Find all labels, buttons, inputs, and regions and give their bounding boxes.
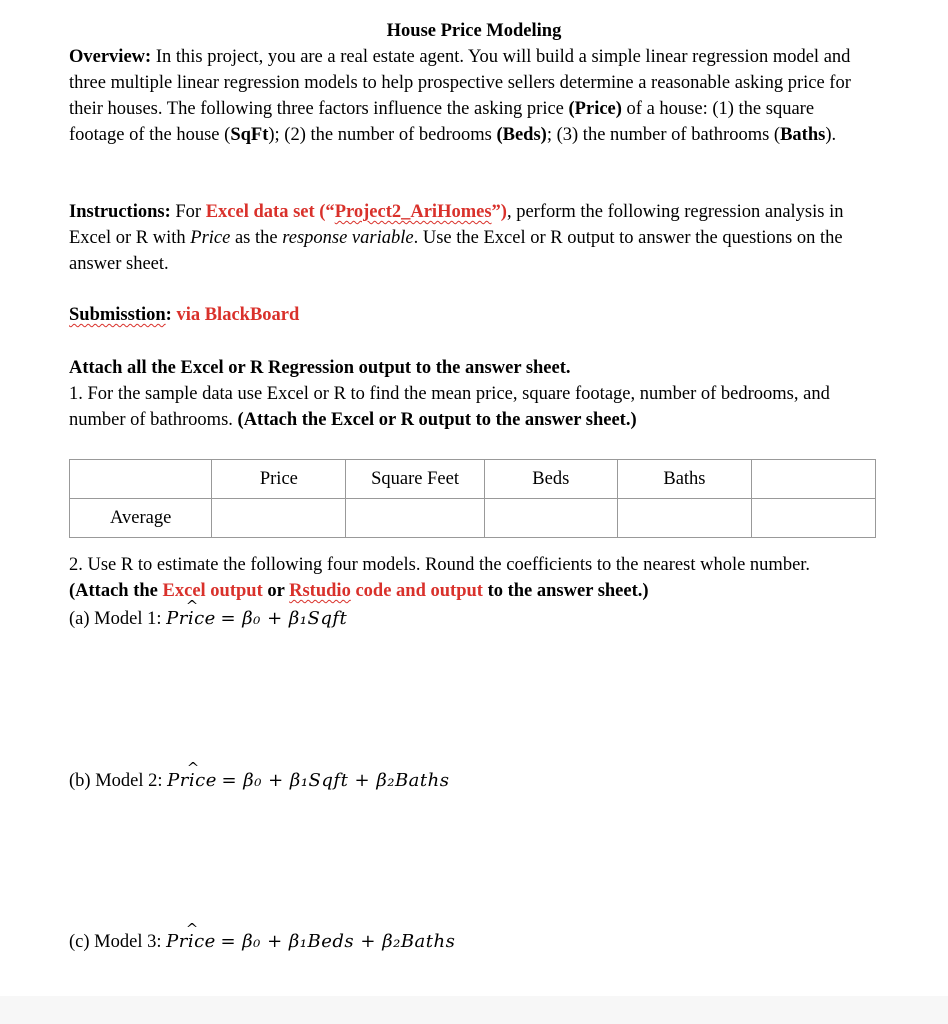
model-1 (69, 606, 869, 632)
overview-text: ; (3) the number of bathrooms ( (546, 125, 781, 145)
instructions-label: Instructions: (69, 202, 171, 222)
price-term: (Price) (568, 99, 622, 119)
instructions-text: For (170, 202, 206, 222)
instructions-text: , perform the following regression analysis in Excel or R with (69, 202, 844, 248)
question-2-end: to the answer sheet.) (482, 581, 649, 601)
model-2 (69, 768, 869, 794)
beds-term: (Beds) (496, 125, 547, 145)
overview-text: ). (825, 125, 837, 145)
submission-colon: : (165, 305, 172, 325)
submission-value: via BlackBoard (171, 305, 300, 325)
table-cell[interactable] (752, 499, 876, 538)
table-header-beds: Beds (484, 460, 617, 499)
model-2-equation: = β₀ + β₁Sqft + β₂Baths (221, 770, 450, 791)
average-baths-cell[interactable] (617, 499, 751, 538)
instructions-text: as the (230, 228, 283, 248)
average-beds-cell[interactable] (484, 499, 617, 538)
averages-table (69, 459, 876, 538)
table-header-row (70, 460, 876, 499)
attach-heading: Attach all the Excel or R Regression output to the answer sheet. (69, 358, 571, 378)
model-2-lhs: ^ Price (167, 768, 217, 794)
overview-text: ); (2) the number of bedrooms (268, 125, 497, 145)
excel-output-red: Excel output (162, 581, 263, 601)
average-square-feet-cell[interactable] (346, 499, 484, 538)
model-3-lhs: ^ Price (166, 929, 216, 955)
table-row (70, 499, 876, 538)
dataset-label: Excel data set (“ (205, 202, 335, 222)
rstudio-red: Rstudio (289, 581, 351, 601)
code-output-red: code and output (350, 581, 483, 601)
model-2-label: (b) Model 2: (69, 771, 168, 791)
table-header-cell (70, 460, 212, 499)
instructions-text: . Use the Excel or R output to answer the questions on the answer sheet. (69, 228, 843, 274)
average-row-label: Average (70, 499, 212, 538)
question-2-or: or (262, 581, 290, 601)
overview-text: In this project, you are a real estate agent. You will build a simple linear regression model and three multiple linear regression models to help prospective sellers determine a reasonable asking price for their houses. The following three factors influence the asking price (69, 47, 851, 119)
model-1-label: (a) Model 1: (69, 609, 167, 629)
dataset-label-end: ”) (491, 202, 507, 222)
overview-text: of a house: (1) the square footage of the house ( (69, 99, 815, 145)
table-header-price: Price (212, 460, 346, 499)
dataset-filename: Project2_AriHomes (334, 202, 492, 222)
question-2-attach: (Attach the (69, 581, 163, 601)
submission-label: Submisstion (69, 305, 166, 325)
model-1-lhs: ^ Price (166, 606, 216, 632)
submission-line (69, 302, 869, 328)
attach-section (69, 355, 879, 433)
sqft-term: SqFt (230, 125, 269, 145)
instructions-paragraph (69, 199, 879, 277)
overview-paragraph (69, 44, 869, 148)
model-3-label: (c) Model 3: (69, 932, 167, 952)
question-2-text: 2. Use R to estimate the following four models. Round the coefficients to the nearest whole number. (69, 555, 811, 575)
model-1-equation: = β₀ + β₁Sqft (220, 608, 348, 629)
model-3-equation: = β₀ + β₁Beds + β₂Baths (220, 931, 456, 952)
question-1-attach-note: (Attach the Excel or R output to the answer sheet.) (237, 410, 637, 430)
response-variable-italic: response variable (282, 228, 414, 248)
table-header-cell (752, 460, 876, 499)
model-3 (69, 929, 869, 955)
page-title: House Price Modeling (386, 21, 562, 41)
average-price-cell[interactable] (212, 499, 346, 538)
page-bottom-edge (0, 996, 948, 1024)
baths-term: Baths (780, 125, 826, 145)
price-italic: Price (190, 228, 231, 248)
table-header-baths: Baths (617, 460, 751, 499)
question-1-text: 1. For the sample data use Excel or R to find the mean price, square footage, number of bedrooms, and number of bathrooms. (69, 384, 830, 430)
table-header-square-feet: Square Feet (346, 460, 484, 499)
overview-label: Overview: (69, 47, 152, 67)
